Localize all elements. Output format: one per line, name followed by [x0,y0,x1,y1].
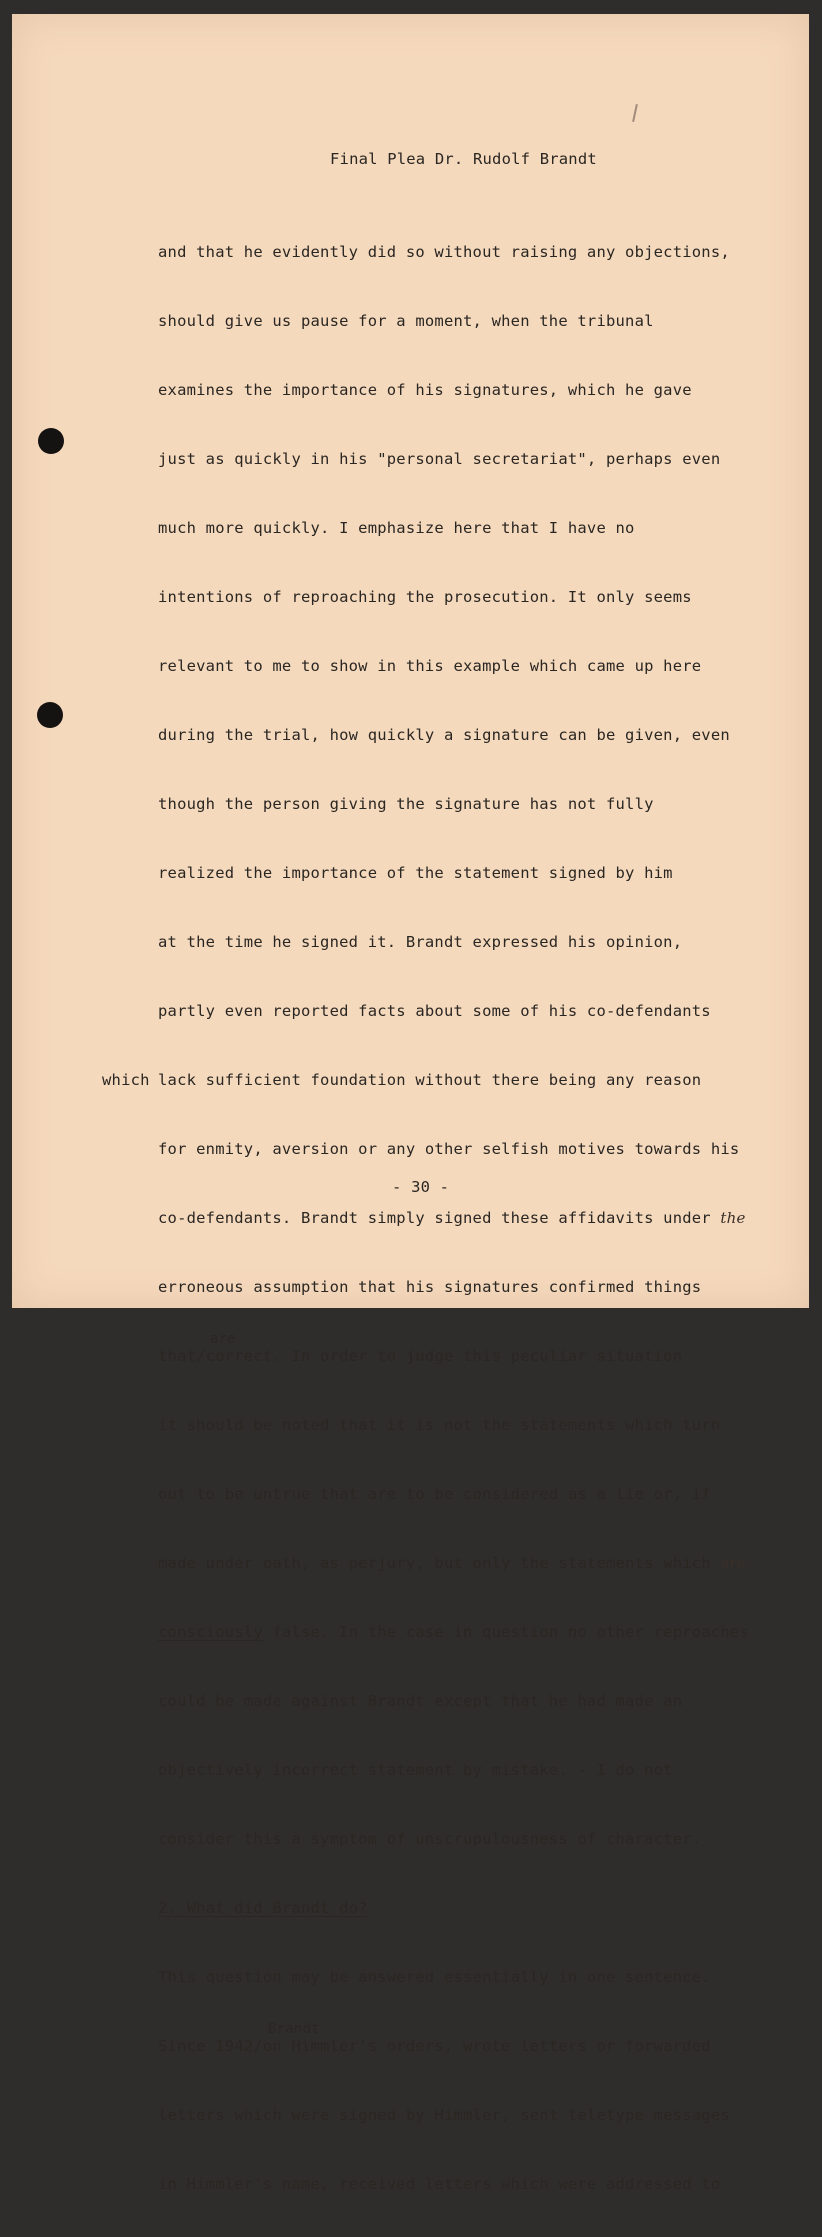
text-line: false. In the case in question no other reproaches [262,1623,749,1641]
typed-insert-above: are [210,1331,236,1347]
text-line-with-handwriting [158,1202,749,1235]
text-line: should give us pause for a moment, when the tribunal [158,312,654,330]
text-line: at the time he signed it. Brandt expressed his opinion, [158,933,683,951]
page-number: - 30 - [392,1178,450,1196]
section-heading-text: 2. What did Brandt do? [158,1899,368,1917]
text-line: lack sufficient foundation without there being any reason [158,1071,702,1089]
text-line: in Himmler's name, received letters which were addressed to [158,2175,721,2193]
pencil-mark [632,104,638,122]
text-line: consider this a symptom of unscrupulousness of character. [158,1830,702,1848]
text-line-underlined [158,1616,749,1649]
text-line: could be made against Brandt except that he had made an [158,1692,683,1710]
margin-note: which [102,1071,150,1089]
text-line: Since 1942/on Himmler's orders, wrote letters or forwarded [158,2037,711,2055]
text-line: This question may be answered essentially in one sentence. [158,1968,711,1986]
text-line: made under oath, as perjury, but only the statements which [158,1554,711,1572]
text-line: examines the importance of his signatures, which he gave [158,381,692,399]
page-header: Final Plea Dr. Rudolf Brandt [330,150,597,168]
text-line-with-insert [158,2021,749,2063]
text-line: much more quickly. I emphasize here that I have no [158,519,635,537]
text-line-with-margin-note [102,1064,749,1097]
text-line: that/correct. In order to judge this peculiar situation [158,1347,683,1365]
underlined-word: consciously [158,1623,263,1641]
text-line-with-handwriting [158,1547,749,1580]
handwritten-insert: are [720,1554,746,1572]
text-line: relevant to me to show in this example which came up here [158,657,702,675]
text-line: letters which were signed by Himmler, sent teletype messages [158,2106,730,2124]
text-line: and that he evidently did so without raising any objections, [158,243,730,261]
text-line: it should be noted that it is not the statements which turn [158,1416,721,1434]
typed-insert-above: Brandt [268,2021,320,2037]
punch-hole-icon [37,702,63,728]
text-line: just as quickly in his "personal secretariat", perhaps even [158,450,721,468]
text-line: partly even reported facts about some of his co-defendants [158,1002,711,1020]
text-line: during the trial, how quickly a signature can be given, even [158,726,730,744]
document-page [12,14,809,2193]
text-line: though the person giving the signature has not fully [158,795,654,813]
text-line-with-insert [158,1331,749,1373]
text-line: intentions of reproaching the prosecution. It only seems [158,588,692,606]
text-line: erroneous assumption that his signatures confirmed things [158,1278,702,1296]
text-line: co-defendants. Brandt simply signed these affidavits under [158,1209,711,1227]
section-heading [158,1892,749,1925]
punch-hole-icon [38,428,64,454]
text-line: realized the importance of the statement signed by him [158,864,673,882]
text-line: objectively incorrect statement by mistake. - I do not [158,1761,673,1779]
body-text [102,200,749,2237]
text-line: out to be untrue that are to be considered as a lie or, if [158,1485,711,1503]
handwritten-insert: the [720,1209,746,1227]
text-line: for enmity, aversion or any other selfish motives towards his [158,1140,740,1158]
